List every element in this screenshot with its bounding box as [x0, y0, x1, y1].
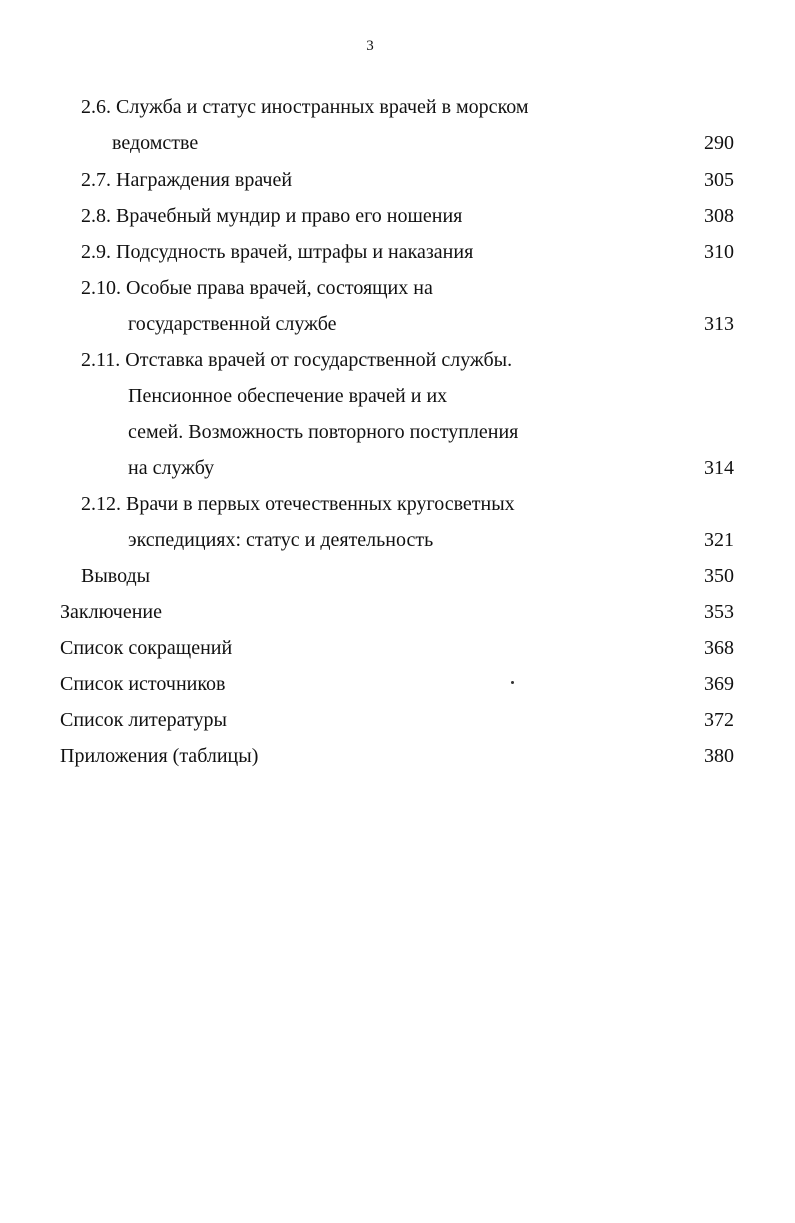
toc-entry-title-continued: государственной службе [128, 313, 337, 335]
toc-page-number: 380 [704, 745, 734, 767]
toc-entry-title-continued: экспедициях: статус и деятельность [128, 529, 434, 551]
toc-entry-title: Заключение [60, 601, 162, 623]
toc-page-number: 353 [704, 601, 734, 623]
toc-page-number: 310 [704, 241, 734, 263]
toc-page-number: 321 [704, 529, 734, 551]
toc-entry-title: Список сокращений [60, 637, 233, 659]
toc-page-number: 308 [704, 205, 734, 227]
toc-page-number: 314 [704, 457, 734, 479]
scan-speck [511, 681, 514, 684]
page-number: 3 [366, 38, 374, 54]
toc-page-number: 350 [704, 565, 734, 587]
toc-entry-title: 2.8. Врачебный мундир и право его ношения [81, 205, 463, 227]
toc-page-number: 313 [704, 313, 734, 335]
toc-entry-title: Приложения (таблицы) [60, 745, 259, 767]
toc-entry-title: Список литературы [60, 709, 227, 731]
toc-page-number: 290 [704, 132, 734, 154]
toc-entry-title: 2.10. Особые права врачей, состоящих на [81, 277, 433, 299]
toc-entry-title: 2.7. Награждения врачей [81, 169, 293, 191]
toc-entry-title: Выводы [81, 565, 151, 587]
toc-entry-title-continued: ведомстве [112, 132, 199, 154]
toc-page-number: 372 [704, 709, 734, 731]
toc-entry-title: 2.9. Подсудность врачей, штрафы и наказания [81, 241, 474, 263]
toc-entry-title: 2.11. Отставка врачей от государственной службы. [81, 349, 513, 371]
toc-entry-title: Список источников [60, 673, 226, 695]
toc-entry-title: 2.6. Служба и статус иностранных врачей в морском [81, 96, 529, 118]
toc-page-number: 369 [704, 673, 734, 695]
toc-entry-title-continued: Пенсионное обеспечение врачей и их [128, 385, 448, 407]
toc-page-number: 305 [704, 169, 734, 191]
toc-entry-title: 2.12. Врачи в первых отечественных кругосветных [81, 493, 515, 515]
toc-entry-title-continued: семей. Возможность повторного поступления [128, 421, 519, 443]
toc-page-number: 368 [704, 637, 734, 659]
toc-entry-title-continued: на службу [128, 457, 215, 479]
